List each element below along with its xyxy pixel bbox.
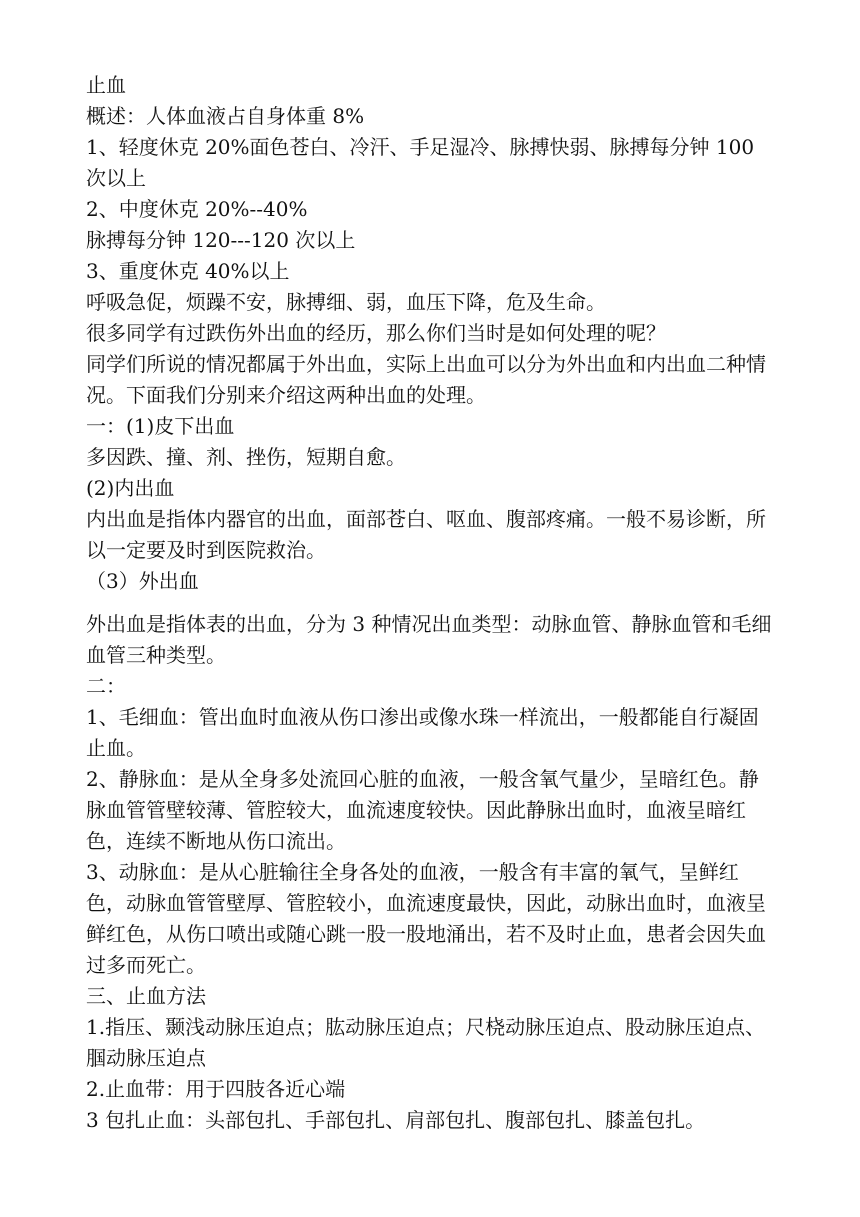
internal-bleeding-text: 内出血是指体内器官的出血，面部苍白、呕血、腹部疼痛。一般不易诊断，所以一定要及时到医院救治。	[86, 507, 766, 562]
external-bleeding-text: 外出血是指体表的出血，分为 3 种情况出血类型：动脉血管、静脉血管和毛细血管三种类型。	[86, 612, 772, 667]
capillary-bleeding-text: 1、毛细血：管出血时血液从伤口渗出或像水珠一样流出，一般都能自行凝固止血。	[86, 705, 759, 760]
section-two-heading: 二：	[86, 674, 126, 698]
overview-line: 概述：人体血液占自身体重 8%	[86, 104, 365, 128]
section-one-heading: 一：(1)皮下出血	[86, 414, 235, 438]
subcutaneous-bleeding-text: 多因跌、撞、剂、挫伤，短期自愈。	[86, 445, 406, 469]
tourniquet-method-text: 2.止血带：用于四肢各近心端	[86, 1077, 346, 1101]
severe-symptoms-line: 呼吸急促，烦躁不安，脉搏细、弱，血压下降，危及生命。	[86, 290, 606, 314]
pressure-method-text: 1.指压、颞浅动脉压迫点；肱动脉压迫点；尺桡动脉压迫点、股动脉压迫点、腘动脉压迫点	[86, 1015, 766, 1070]
document-body	[86, 70, 776, 1136]
venous-bleeding-text: 2、静脉血：是从全身多处流回心脏的血液，一般含氧气量少，呈暗红色。静脉血管管壁较薄、管腔较大，血流速度较快。因此静脉出血时，血液呈暗红色，连续不断地从伤口流出。	[86, 767, 759, 853]
bandage-method-text: 3 包扎止血：头部包扎、手部包扎、肩部包扎、腹部包扎、膝盖包扎。	[86, 1108, 706, 1132]
moderate-pulse-line: 脉搏每分钟 120---120 次以上	[86, 228, 356, 252]
moderate-shock-line: 2、中度休克 20%--40%	[86, 197, 308, 221]
mild-shock-line: 1、轻度休克 20%面色苍白、冷汗、手足湿冷、脉搏快弱、脉搏每分钟 100 次以上	[86, 135, 755, 190]
section-three-heading: 三、止血方法	[86, 984, 206, 1008]
arterial-bleeding-text: 3、动脉血：是从心脏输往全身各处的血液，一般含有丰富的氧气，呈鲜红色，动脉血管管壁厚、管腔较小，血流速度最快，因此，动脉出血时，血液呈鲜红色，从伤口喷出或随心跳一股一股地涌出，若不及时止血，患者会因失血过多而死亡。	[86, 860, 766, 977]
intro-paragraph: 同学们所说的情况都属于外出血，实际上出血可以分为外出血和内出血二种情况。下面我们分别来介绍这两种出血的处理。	[86, 352, 766, 407]
internal-bleeding-heading: (2)内出血	[86, 476, 175, 500]
question-line: 很多同学有过跌伤外出血的经历，那么你们当时是如何处理的呢？	[86, 321, 666, 345]
severe-shock-line: 3、重度休克 40%以上	[86, 259, 290, 283]
external-bleeding-heading: （3）外出血	[86, 569, 199, 593]
document-title: 止血	[86, 73, 126, 97]
paragraph-gap	[86, 597, 776, 609]
